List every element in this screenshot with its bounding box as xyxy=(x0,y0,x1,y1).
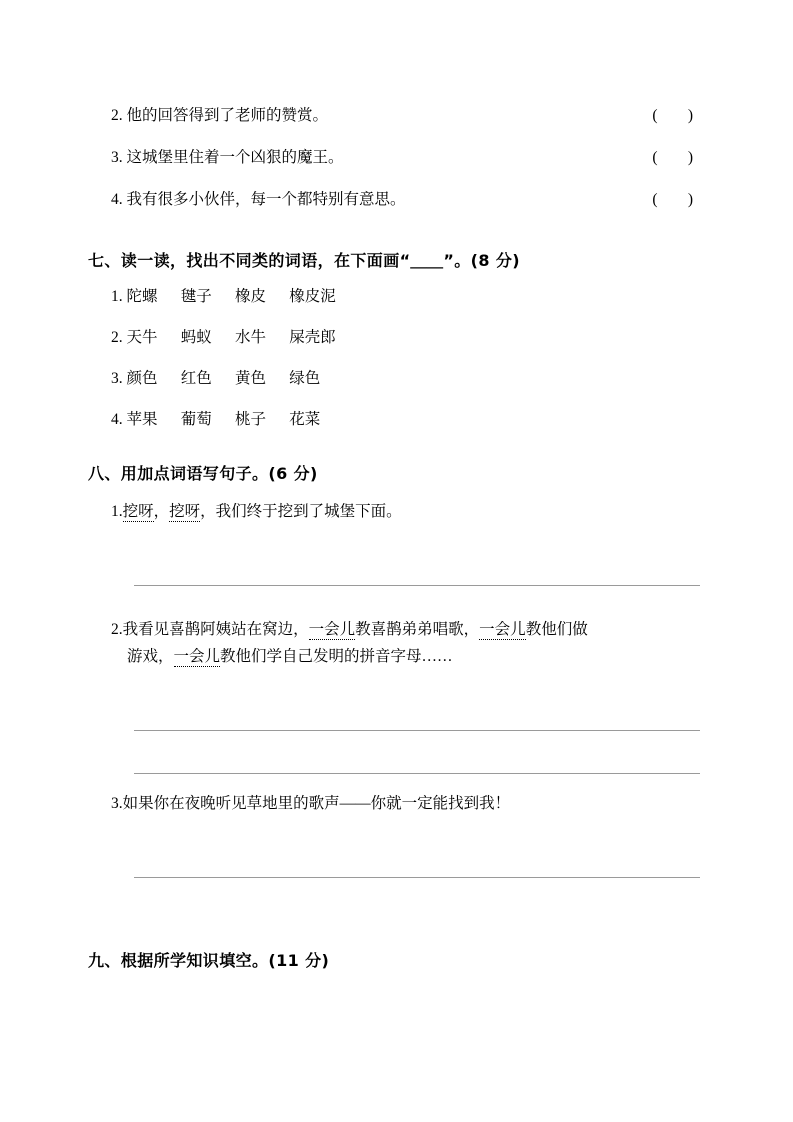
list-item[interactable]: 1. 陀螺 毽子 橡皮 橡皮泥 xyxy=(111,288,336,306)
page-content xyxy=(88,104,708,985)
sentence-item-3 xyxy=(88,790,708,817)
sentence-item-1 xyxy=(88,498,708,525)
judgement-text: 4. 我有很多小伙伴，每一个都特别有意思。 xyxy=(111,190,406,208)
answer-space[interactable] xyxy=(88,674,708,730)
section-heading-nine: 九、根据所学知识填空。(11 分) xyxy=(88,951,330,971)
answer-space[interactable] xyxy=(88,731,708,773)
emphasis-word: 一会儿 xyxy=(308,620,356,638)
sentence-part: 教他们做 xyxy=(525,620,588,638)
answer-space[interactable] xyxy=(88,586,708,616)
sentence-part: 游戏， xyxy=(127,647,174,665)
section-heading-seven: 七、读一读，找出不同类的词语，在下面画“＿＿”。(8 分) xyxy=(88,251,520,271)
section-heading-eight: 八、用加点词语写句子。(6 分) xyxy=(88,463,318,483)
sentence-part: 如果你在夜晚听见草地里的歌声——你就一定能找到我！ xyxy=(122,794,511,812)
judgement-text: 2. 他的回答得到了老师的赞赏。 xyxy=(111,107,329,124)
separator: ， xyxy=(153,502,170,520)
list-item xyxy=(88,104,708,129)
item-number: 2. xyxy=(111,620,123,638)
item-number: 1. xyxy=(111,502,123,520)
judgement-list xyxy=(88,104,708,212)
answer-bracket[interactable]: ( ) xyxy=(652,190,694,208)
answer-bracket[interactable]: ( ) xyxy=(652,148,694,166)
item-number: 3. xyxy=(111,794,123,812)
emphasis-word: 一会儿 xyxy=(479,620,526,638)
answer-space[interactable] xyxy=(88,878,708,920)
list-item xyxy=(88,188,708,213)
judgement-text: 3. 这城堡里住着一个凶狠的魔王。 xyxy=(111,148,344,166)
sentence-rest: ，我们终于挖到了城堡下面。 xyxy=(200,502,402,520)
list-item xyxy=(88,146,708,171)
answer-bracket[interactable]: ( ) xyxy=(652,107,694,124)
list-item[interactable]: 3. 颜色 红色 黄色 绿色 xyxy=(111,369,321,387)
emphasis-word: 挖呀 xyxy=(169,502,201,520)
sentence-item-2 xyxy=(88,616,708,670)
emphasis-word: 一会儿 xyxy=(173,647,221,665)
list-item[interactable]: 4. 苹果 葡萄 桃子 花菜 xyxy=(111,410,321,428)
answer-space[interactable] xyxy=(88,774,708,790)
sentence-continuation xyxy=(111,643,708,670)
sentence-part: 教喜鹊弟弟唱歌， xyxy=(355,620,480,638)
list-item[interactable]: 2. 天牛 蚂蚁 水牛 屎壳郎 xyxy=(111,329,336,347)
sentence-part: 我看见喜鹊阿姨站在窝边， xyxy=(122,620,309,638)
answer-space[interactable] xyxy=(88,529,708,585)
word-classification-list xyxy=(88,285,708,432)
answer-space[interactable] xyxy=(88,821,708,877)
sentence-part: 教他们学自己发明的拼音字母…… xyxy=(220,647,453,665)
emphasis-word: 挖呀 xyxy=(122,502,154,520)
